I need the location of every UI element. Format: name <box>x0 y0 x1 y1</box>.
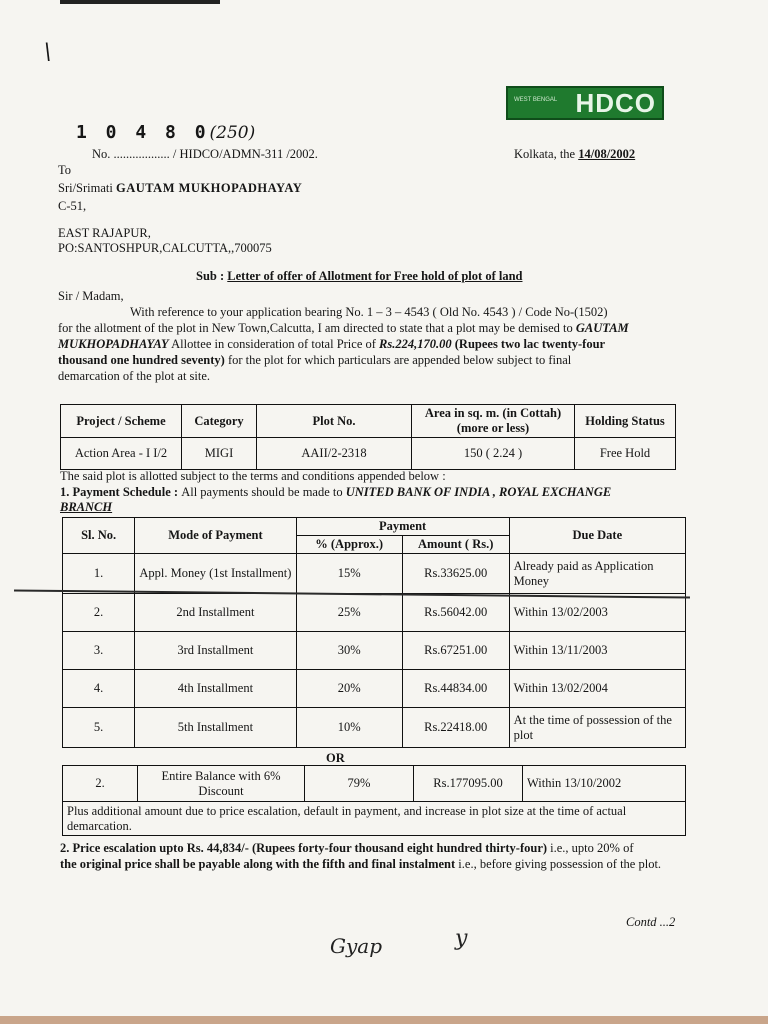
col-sl: Sl. No. <box>63 518 135 554</box>
table-row: Action Area - I I/2 MIGI AAII/2-2318 150 ( 2.24 ) Free Hold <box>61 438 676 470</box>
table-row <box>63 802 686 836</box>
or-separator: OR <box>326 751 345 765</box>
address-line-1: C-51, <box>58 199 87 213</box>
scan-edge-mark <box>60 0 220 4</box>
col-category: Category <box>182 405 257 438</box>
subject-line: Sub : Letter of offer of Allotment for Free hold of plot of land <box>196 269 523 283</box>
scan-edge-bottom <box>0 1016 768 1024</box>
hidco-logo: WEST BENGAL HDCO <box>506 86 664 120</box>
body-line-3: MUKHOPADHAYAY Allottee in consideration of total Price of Rs.224,170.00 (Rupees two lac twenty-four <box>58 337 606 351</box>
reference-number: No. .................. / HIDCO/ADMN-311 /2002. <box>92 147 318 161</box>
body-line-2: for the allotment of the plot in New Town,Calcutta, I am directed to state that a plot may be demised to GAUTAM <box>58 321 629 335</box>
col-project: Project / Scheme <box>61 405 182 438</box>
terms-intro: The said plot is allotted subject to the terms and conditions appended below : <box>60 469 446 483</box>
col-holding: Holding Status <box>575 405 676 438</box>
body-line-1: With reference to your application bearing No. 1 – 3 – 4543 ( Old No. 4543 ) / Code No-(1502) <box>130 305 608 319</box>
table-row: 2. Entire Balance with 6% Discount 79% Rs.177095.00 Within 13/10/2002 <box>63 766 686 802</box>
bank-branch: BRANCH <box>60 500 113 514</box>
serial-number: 1 0 4 8 0(250) <box>76 122 256 143</box>
col-due-date: Due Date <box>509 518 685 554</box>
addressee-name: Sri/Srimati GAUTAM MUKHOPADHAYAY <box>58 181 303 195</box>
table-row: 1. Appl. Money (1st Installment) 15% Rs.33625.00 Already paid as Application Money <box>63 554 686 594</box>
address-line-3: PO:SANTOSHPUR,CALCUTTA,,700075 <box>58 241 272 255</box>
greeting: Sir / Madam, <box>58 289 124 303</box>
col-amount: Amount ( Rs.) <box>402 536 509 554</box>
col-mode: Mode of Payment <box>135 518 296 554</box>
address-line-2: EAST RAJAPUR, <box>58 226 151 240</box>
pen-mark: \ <box>44 40 52 65</box>
table-row: 4. 4th Installment 20% Rs.44834.00 Within 13/02/2004 <box>63 670 686 708</box>
full-payment-table <box>62 765 686 836</box>
col-plot-no: Plot No. <box>257 405 412 438</box>
payment-schedule-heading: 1. Payment Schedule : All payments should be made to UNITED BANK OF INDIA , ROYAL EXCHANGE <box>60 485 612 499</box>
handwritten-initials: Gyap <box>330 934 383 958</box>
table-row: 5. 5th Installment 10% Rs.22418.00 At the time of possession of the plot <box>63 708 686 748</box>
col-percent: % (Approx.) <box>296 536 402 554</box>
payment-schedule-table <box>62 517 686 748</box>
col-payment: Payment <box>296 518 509 536</box>
continued-note: Contd ...2 <box>626 915 676 929</box>
body-line-5: demarcation of the plot at site. <box>58 369 211 383</box>
to-label: To <box>58 163 72 177</box>
col-area: Area in sq. m. (in Cottah) (more or less) <box>412 405 575 438</box>
escalation-line-1: 2. Price escalation upto Rs. 44,834/- (Rupees forty-four thousand eight hundred thirty-four) i.e., upto 20% of <box>60 841 634 855</box>
escalation-line-2: the original price shall be payable along with the fifth and final instalment i.e., before giving possession of the plot. <box>60 857 662 871</box>
payment-note: Plus additional amount due to price escalation, default in payment, and increase in plot size at the time of actual demarcation. <box>63 802 686 836</box>
plot-details-table <box>60 404 676 470</box>
body-line-4: thousand one hundred seventy) for the plot for which particulars are appended below subject to final <box>58 353 572 367</box>
table-row: 3. 3rd Installment 30% Rs.67251.00 Within 13/11/2003 <box>63 632 686 670</box>
table-row: 2. 2nd Installment 25% Rs.56042.00 Within 13/02/2003 <box>63 594 686 632</box>
handwritten-initials-2: y <box>455 926 468 951</box>
letter-date: Kolkata, the 14/08/2002 <box>514 147 636 161</box>
